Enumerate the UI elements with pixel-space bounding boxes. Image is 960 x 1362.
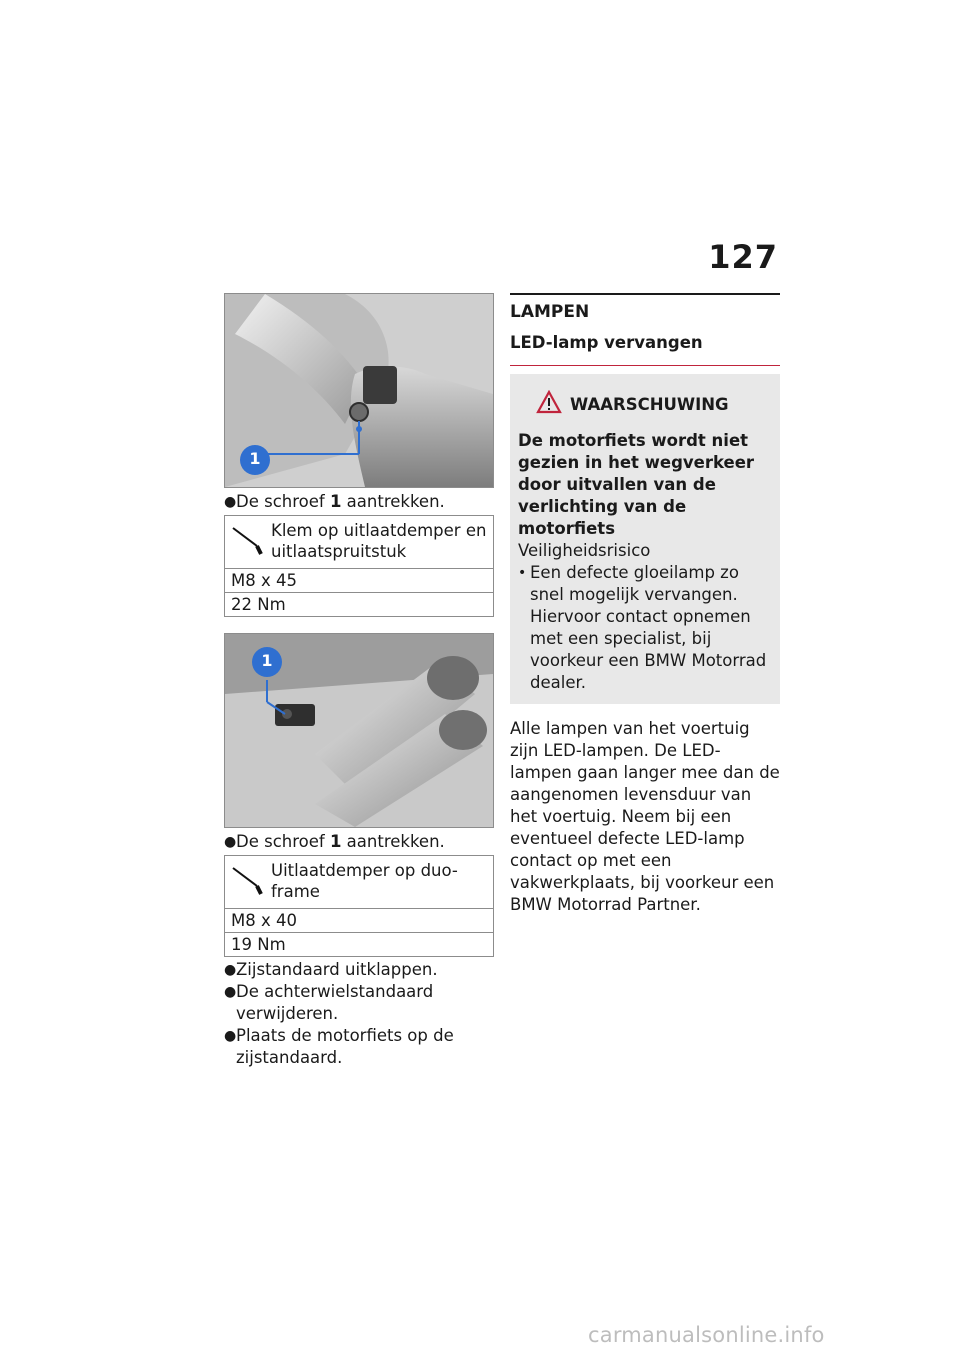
step-ref: 1 (329, 832, 342, 851)
warning-headline: De motorfiets wordt niet gezien in het wegverkeer door uitvallen van de verlichting van de motorfiets (518, 431, 755, 538)
step-tighten-screw-2 (224, 831, 494, 853)
step-place-on-sidestand (224, 1025, 494, 1069)
section-title: LAMPEN (510, 293, 780, 323)
watermark: carmanualsonline.info (588, 1323, 825, 1347)
bullet-icon: ● (224, 1028, 237, 1044)
step-remove-rear-stand (224, 981, 494, 1025)
bullet-icon: ● (224, 494, 237, 510)
spec-header (225, 516, 493, 569)
torque-spec-table-1 (224, 515, 494, 617)
step-text: Plaats de motorfiets op de zijstandaard. (236, 1026, 454, 1067)
step-fold-out-sidestand (224, 959, 494, 981)
bullet-icon: • (518, 565, 527, 581)
left-column (224, 293, 494, 1069)
spec-torque: 22 Nm (231, 595, 286, 614)
step-text-end: aantrekken. (341, 492, 445, 511)
warning-box (510, 374, 780, 704)
warning-header (536, 390, 772, 420)
right-column (510, 293, 780, 916)
callout-1-label: 1 (249, 449, 261, 468)
warning-title: WAARSCHUWING (570, 395, 729, 414)
spec-header (225, 856, 493, 909)
step-tighten-screw-1 (224, 491, 494, 513)
warning-action-text: Een defecte gloeilamp zo snel mogelijk vervangen. Hiervoor contact opnemen met een specialist, bij voorkeur een BMW Motorrad dealer. (530, 563, 767, 692)
step-text: De schroef (236, 492, 330, 511)
exhaust-clamp-illustration (225, 294, 493, 487)
exhaust-clamp-photo (224, 293, 494, 488)
spec-title: Klem op uitlaatdemper en uitlaatspruitstuk (271, 521, 487, 561)
led-info-paragraph: Alle lampen van het voertuig zijn LED-lampen. De LED-lampen gaan langer mee dan de aangenomen levensduur van het voertuig. Neem bij een eventueel defecte LED-lamp contact op met een vakwerkplaats, bij voorkeur een BMW Motorrad Partner. (510, 719, 780, 914)
step-text: De achterwielstandaard verwijderen. (236, 982, 434, 1023)
bullet-icon: ● (224, 834, 237, 850)
spec-title: Uitlaatdemper op duo-frame (271, 861, 458, 901)
spec-size: M8 x 40 (225, 909, 493, 933)
page-number: 127 (708, 238, 778, 276)
wrench-icon (231, 524, 265, 561)
spec-torque: 19 Nm (231, 935, 286, 954)
muffler-photo (224, 633, 494, 828)
torque-spec-table-2 (224, 855, 494, 957)
callout-1-label: 1 (261, 651, 273, 670)
step-text: Zijstandaard uitklappen. (236, 960, 438, 979)
warning-action (518, 562, 772, 694)
bullet-icon: ● (224, 984, 237, 1000)
step-text: De schroef (236, 832, 330, 851)
wrench-icon (231, 864, 265, 901)
bullet-icon: ● (224, 962, 237, 978)
warning-risk: Veiligheidsrisico (518, 541, 651, 560)
subsection-title: LED-lamp vervangen (510, 333, 780, 366)
warning-triangle-icon (536, 390, 562, 420)
step-text-end: aantrekken. (341, 832, 445, 851)
spec-size: M8 x 45 (225, 569, 493, 593)
step-ref: 1 (329, 492, 342, 511)
